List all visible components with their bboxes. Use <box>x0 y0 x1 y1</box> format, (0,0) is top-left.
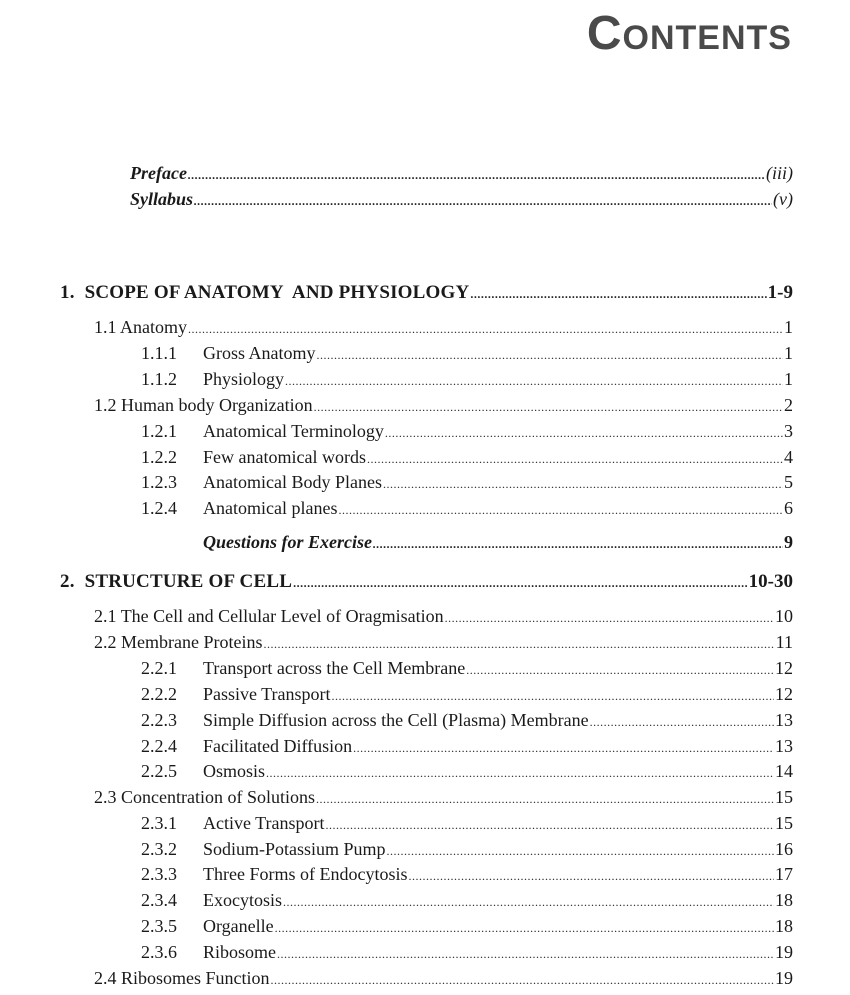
toc-entry[interactable] <box>94 393 793 418</box>
toc-entry-label: Gross Anatomy <box>203 343 316 363</box>
toc-entry-label: Ribosome <box>203 942 277 962</box>
leader-dots <box>326 813 775 838</box>
toc-entry-page: 1 <box>784 343 793 363</box>
toc-entry-page: 2 <box>784 395 793 415</box>
chapter-pages: 1-9 <box>767 282 793 303</box>
toc-entry-page: 15 <box>775 813 793 833</box>
toc-entry-code: 2.3.5 <box>141 916 177 936</box>
toc-entry[interactable] <box>141 888 793 913</box>
toc-entry-page: 18 <box>775 916 793 936</box>
toc-entry-page: (v) <box>773 189 793 209</box>
toc-entry-page: 15 <box>775 787 793 807</box>
toc-entry[interactable] <box>141 811 793 836</box>
toc-entry-page: 17 <box>775 864 793 884</box>
leader-dots <box>367 447 783 472</box>
toc-entry-page: 4 <box>784 447 793 467</box>
toc-entry-code: 2.2.1 <box>141 658 177 678</box>
toc-entry-label: Osmosis <box>203 761 266 781</box>
leader-dots <box>590 710 774 735</box>
toc-entry-code: 1.2.4 <box>141 498 177 518</box>
toc-entry[interactable] <box>94 785 793 810</box>
chapter-2-heading[interactable] <box>60 569 793 594</box>
toc-entry-page: 6 <box>784 498 793 518</box>
toc-entry-page: (iii) <box>766 163 793 183</box>
toc-entry-code: 2.2.4 <box>141 736 177 756</box>
toc-entry-code: 1.2 <box>94 395 117 415</box>
toc-entry-label: Few anatomical words <box>203 447 366 467</box>
leader-dots <box>266 761 774 786</box>
leader-dots <box>466 658 774 683</box>
toc-entry-label: Preface <box>130 163 187 183</box>
leader-dots <box>445 606 774 631</box>
toc-entry-code: 1.1.1 <box>141 343 177 363</box>
toc-entry[interactable] <box>141 940 793 965</box>
toc-entry-preface[interactable] <box>130 161 793 186</box>
toc-entry[interactable] <box>141 470 793 495</box>
leader-dots <box>353 736 774 761</box>
leader-dots <box>263 632 774 657</box>
leader-dots <box>373 532 783 557</box>
toc-entry-exercise[interactable] <box>203 530 793 555</box>
toc-entry-label: Anatomy <box>120 317 188 337</box>
toc-entry-label: Syllabus <box>130 189 194 209</box>
toc-entry-code: 2.3.2 <box>141 839 177 859</box>
toc-entry-page: 14 <box>775 761 793 781</box>
toc-entry-code: 2.2 <box>94 632 117 652</box>
toc-entry-page: 12 <box>775 684 793 704</box>
toc-entry-page: 16 <box>775 839 793 859</box>
leader-dots <box>277 942 774 967</box>
toc-entry-page: 11 <box>775 632 793 652</box>
toc-entry-page: 12 <box>775 658 793 678</box>
toc-entry-page: 5 <box>784 472 793 492</box>
chapter-title: SCOPE OF ANATOMY AND PHYSIOLOGY <box>84 282 470 303</box>
toc-entry-label: Sodium-Potassium Pump <box>203 839 386 859</box>
toc-entry-page: 1 <box>784 317 793 337</box>
toc-entry-code: 2.1 <box>94 606 117 626</box>
toc-entry[interactable] <box>141 445 793 470</box>
leader-dots <box>271 968 774 993</box>
toc-entry[interactable] <box>141 419 793 444</box>
toc-entry-label: Facilitated Diffusion <box>203 736 353 756</box>
toc-entry-label: The Cell and Cellular Level of Oragmisation <box>120 606 444 626</box>
toc-entry-page: 19 <box>775 968 793 988</box>
toc-entry-code: 2.2.2 <box>141 684 177 704</box>
toc-entry[interactable] <box>141 734 793 759</box>
chapter-pages: 10-30 <box>748 571 793 592</box>
toc-entry-label: Passive Transport <box>203 684 331 704</box>
toc-entry-code: 2.3.4 <box>141 890 177 910</box>
toc-entry-code: 1.2.3 <box>141 472 177 492</box>
leader-dots <box>316 787 774 812</box>
toc-entry-label: Questions for Exercise <box>203 532 373 552</box>
toc-entry[interactable] <box>141 367 793 392</box>
toc-entry-label: Concentration of Solutions <box>121 787 315 807</box>
leader-dots <box>332 684 774 709</box>
toc-entry-page: 10 <box>775 606 793 626</box>
leader-dots <box>470 282 766 307</box>
leader-dots <box>194 189 772 214</box>
leader-dots <box>338 498 783 523</box>
leader-dots <box>275 916 774 941</box>
leader-dots <box>285 369 783 394</box>
toc-entry-code: 2.2.3 <box>141 710 177 730</box>
toc-entry-label: Three Forms of Endocytosis <box>203 864 408 884</box>
leader-dots <box>383 472 783 497</box>
toc-entry-page: 13 <box>775 736 793 756</box>
toc-entry-label: Membrane Proteins <box>121 632 263 652</box>
toc-entry-label: Transport across the Cell Membrane <box>203 658 466 678</box>
leader-dots <box>385 421 783 446</box>
toc-entry-code: 1.2.2 <box>141 447 177 467</box>
toc-entry-label: Physiology <box>203 369 285 389</box>
toc-entry[interactable] <box>141 682 793 707</box>
toc-entry[interactable] <box>141 656 793 681</box>
leader-dots <box>283 890 774 915</box>
toc-entry-label: Simple Diffusion across the Cell (Plasma) Membrane <box>203 710 589 730</box>
toc-entry-label: Anatomical planes <box>203 498 338 518</box>
toc-entry-code: 2.2.5 <box>141 761 177 781</box>
toc-entry-label: Human body Organization <box>121 395 313 415</box>
toc-entry[interactable] <box>141 759 793 784</box>
toc-entry-page: 3 <box>784 421 793 441</box>
toc-entry-label: Ribosomes Function <box>121 968 270 988</box>
toc-entry-label: Organelle <box>203 916 274 936</box>
toc-entry-code: 2.3 <box>94 787 117 807</box>
chapter-number: 1. <box>60 282 75 303</box>
leader-dots <box>387 839 774 864</box>
chapter-title: STRUCTURE OF CELL <box>84 571 293 592</box>
chapter-number: 2. <box>60 571 75 592</box>
toc-entry[interactable] <box>141 914 793 939</box>
leader-dots <box>314 395 783 420</box>
toc-entry-label: Exocytosis <box>203 890 282 910</box>
toc-entry-page: 9 <box>784 532 793 552</box>
toc-entry-label: Anatomical Terminology <box>203 421 384 441</box>
leader-dots <box>408 864 774 889</box>
toc-entry-page: 18 <box>775 890 793 910</box>
toc-entry-page: 19 <box>775 942 793 962</box>
toc-entry-syllabus[interactable] <box>130 187 793 212</box>
toc-entry[interactable] <box>141 708 793 733</box>
toc-entry-code: 2.3.6 <box>141 942 177 962</box>
toc-entry-label: Anatomical Body Planes <box>203 472 382 492</box>
toc-entry[interactable] <box>141 496 793 521</box>
leader-dots <box>317 343 784 368</box>
toc-entry[interactable] <box>94 604 793 629</box>
page-title: Contents <box>586 7 792 60</box>
toc-entry[interactable] <box>94 966 793 991</box>
leader-dots <box>188 317 783 342</box>
toc-entry-code: 1.2.1 <box>141 421 177 441</box>
toc-entry[interactable] <box>141 862 793 887</box>
toc-entry-code: 2.4 <box>94 968 117 988</box>
leader-dots <box>293 571 748 596</box>
toc-entry-code: 1.1 <box>94 317 117 337</box>
toc-entry-label: Active Transport <box>203 813 325 833</box>
toc-entry[interactable] <box>94 630 793 655</box>
toc-entry-code: 1.1.2 <box>141 369 177 389</box>
toc-entry-page: 1 <box>784 369 793 389</box>
toc-entry[interactable] <box>94 315 793 340</box>
toc-entry[interactable] <box>141 341 793 366</box>
toc-entry-code: 2.3.1 <box>141 813 177 833</box>
leader-dots <box>188 163 765 188</box>
toc-entry[interactable] <box>141 837 793 862</box>
chapter-1-heading[interactable] <box>60 280 793 305</box>
toc-entry-code: 2.3.3 <box>141 864 177 884</box>
toc-entry-page: 13 <box>775 710 793 730</box>
